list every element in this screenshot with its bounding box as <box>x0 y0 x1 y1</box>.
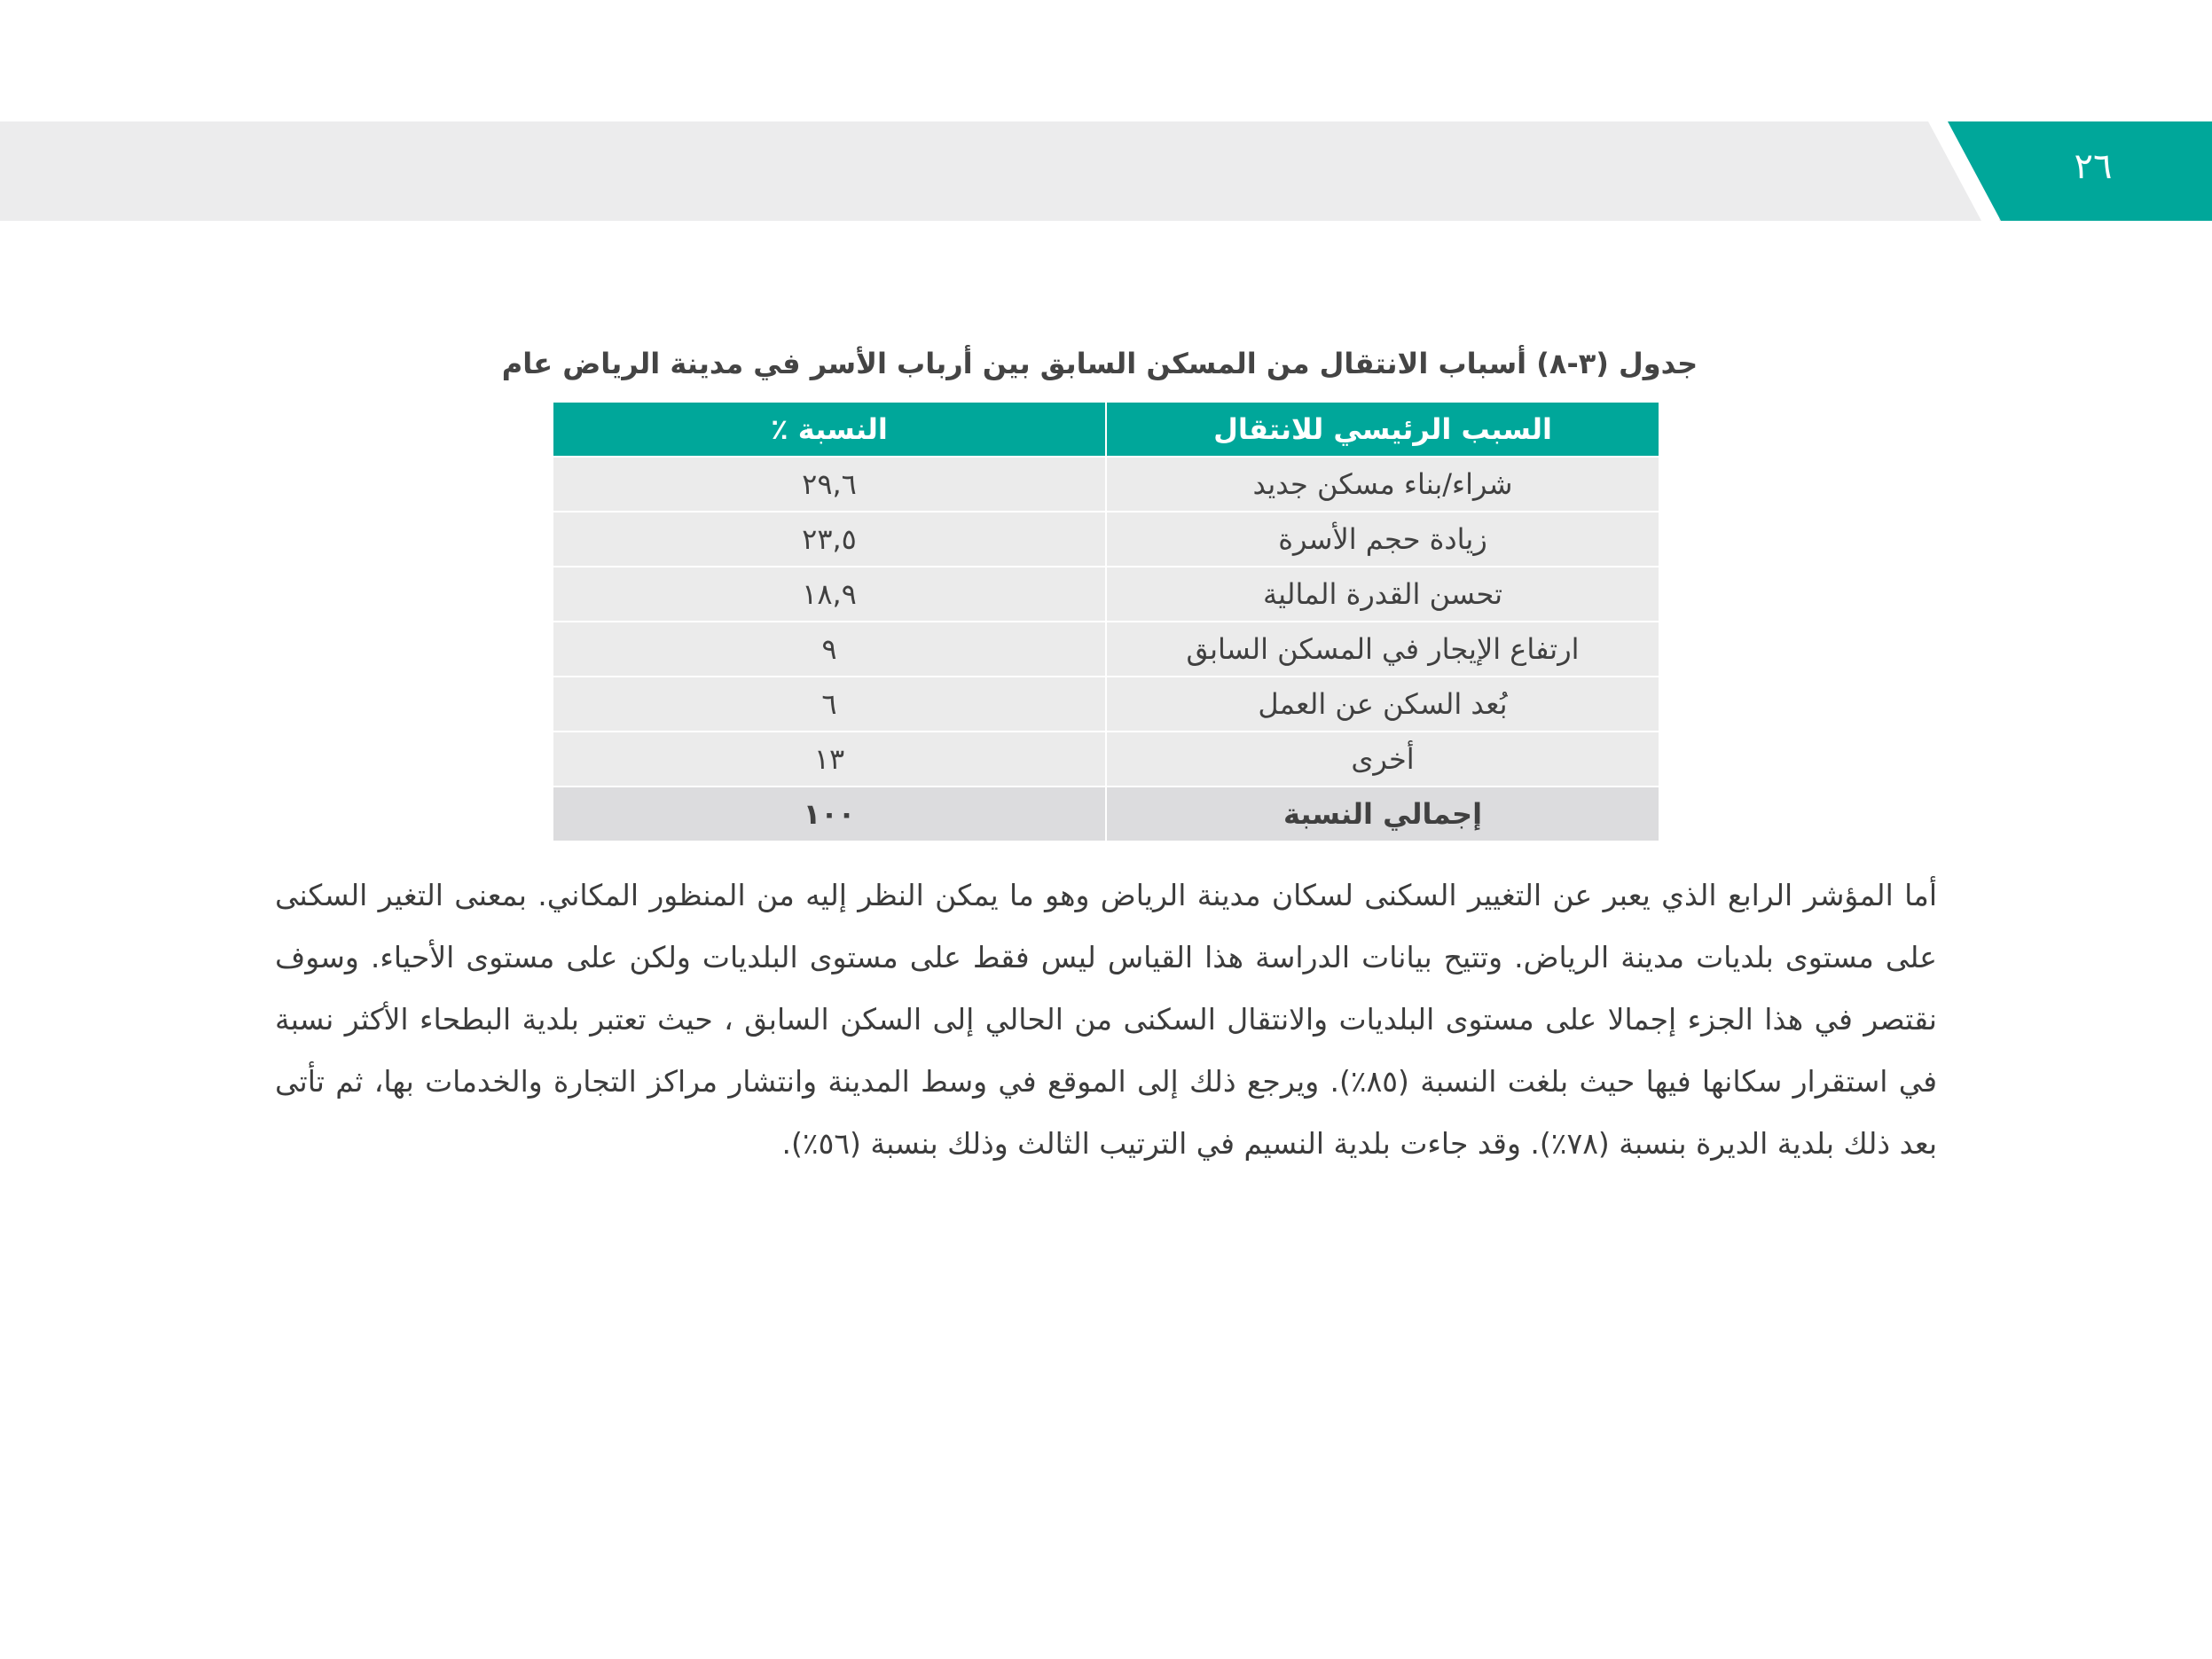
body-paragraph: أما المؤشر الرابع الذي يعبر عن التغيير السكنى لسكان مدينة الرياض وهو ما يمكن النظر إليه من المنظور المكاني. بمعنى التغير السكنى على مستوى بلديات مدينة الرياض. وتتيح بيانات الدراسة هذا القياس ليس فقط على مستوى البلديات ولكن على مستوى الأحياء. وسوف نقتصر في هذا الجزء إجمالا على مستوى البلديات والانتقال السكنى من الحالي إلى السكن السابق ، حيث تعتبر بلدية البطحاء الأكثر نسبة في استقرار سكانها فيها حيث بلغت النسبة (٨٥٪). ويرجع ذلك إلى الموقع في وسط المدينة وانتشار مراكز التجارة والخدمات بها، ثم تأتى بعد ذلك بلدية الديرة بنسبة (٧٨٪). وقد جاءت بلدية النسيم في الترتيب الثالث وذلك بنسبة (٥٦٪). <box>275 878 1937 1161</box>
table-header-row <box>553 403 1659 457</box>
row-reason: أخرى <box>1106 732 1659 786</box>
row-percent: ٦ <box>553 677 1106 732</box>
row-percent: ٢٣,٥ <box>553 512 1106 567</box>
row-reason: بُعد السكن عن العمل <box>1106 677 1659 732</box>
total-label: إجمالي النسبة <box>1106 786 1659 841</box>
row-reason: تحسن القدرة المالية <box>1106 567 1659 622</box>
row-percent: ١٨,٩ <box>553 567 1106 622</box>
table-total-row <box>553 786 1659 841</box>
table-row <box>553 732 1659 786</box>
header-percent: النسبة ٪ <box>553 403 1106 457</box>
table-row <box>553 457 1659 512</box>
row-reason: زيادة حجم الأسرة <box>1106 512 1659 567</box>
header-reason: السبب الرئيسي للانتقال <box>1106 403 1659 457</box>
row-reason: شراء/بناء مسكن جديد <box>1106 457 1659 512</box>
row-reason: ارتفاع الإيجار في المسكن السابق <box>1106 622 1659 677</box>
row-percent: ١٣ <box>553 732 1106 786</box>
row-percent: ٢٩,٦ <box>553 457 1106 512</box>
header-band <box>0 121 2212 221</box>
table-row <box>553 622 1659 677</box>
table-row <box>553 567 1659 622</box>
table-row <box>553 512 1659 567</box>
moving-reasons-table <box>553 403 1659 842</box>
page-number: ٢٦ <box>2074 146 2113 187</box>
row-percent: ٩ <box>553 622 1106 677</box>
table-row <box>553 677 1659 732</box>
total-percent: ١٠٠ <box>553 786 1106 841</box>
table-caption: جدول (٣-٨) أسباب الانتقال من المسكن السابق بين أرباب الأسر في مدينة الرياض عام <box>501 347 1698 380</box>
